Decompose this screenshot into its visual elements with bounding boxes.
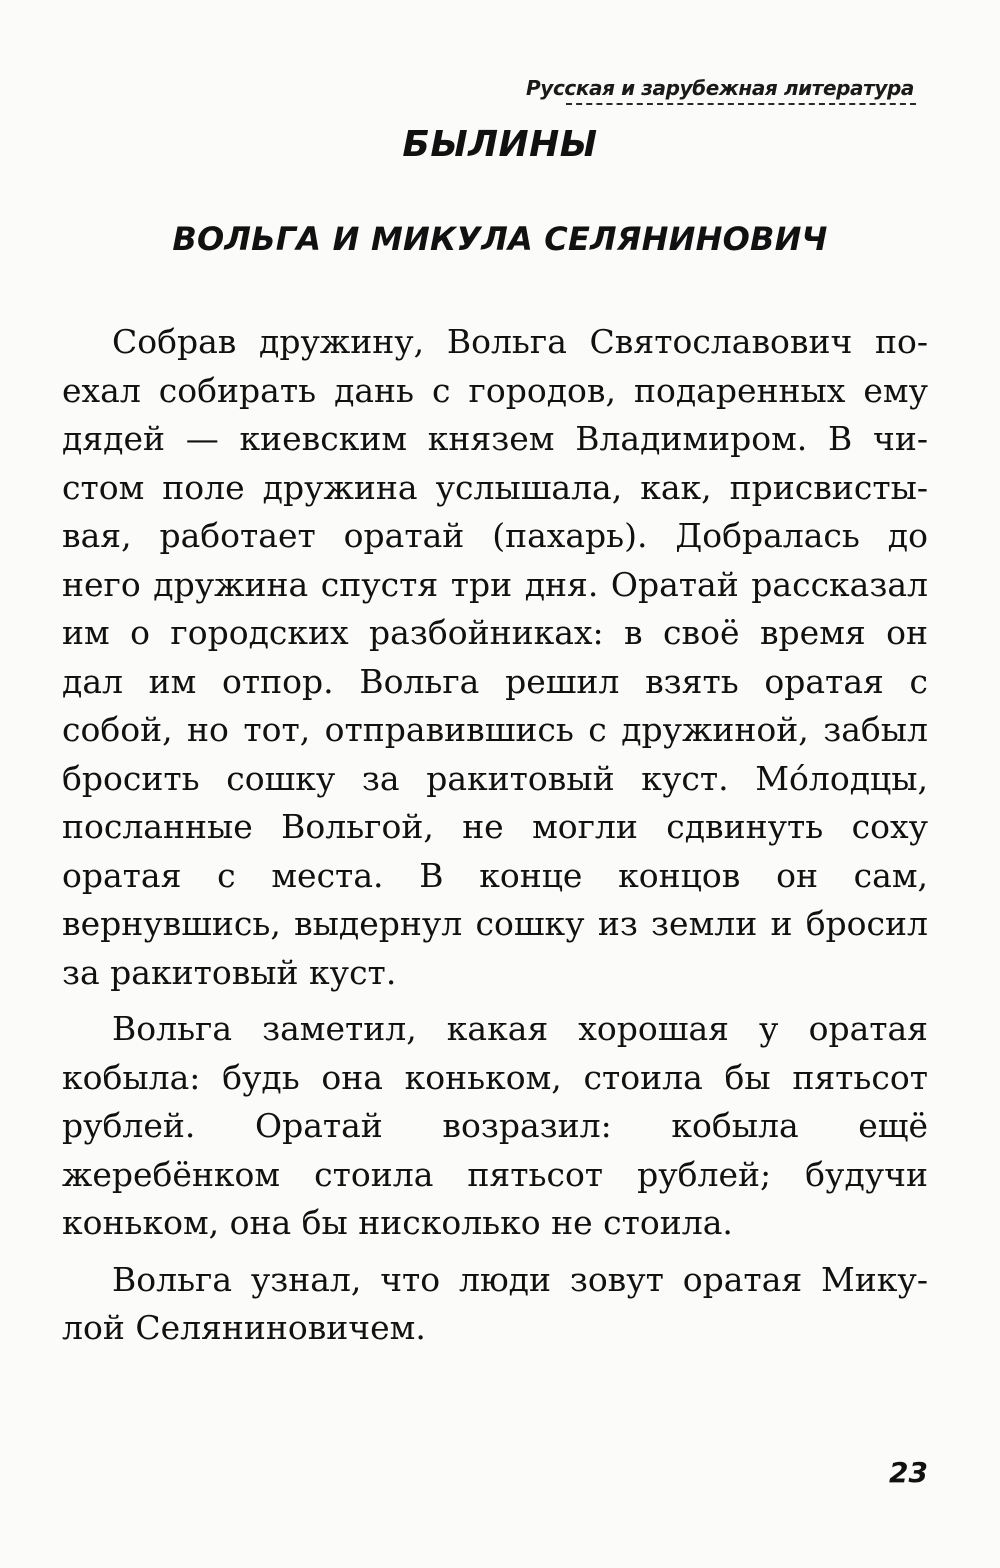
running-header: Русская и зарубежная литература [526,76,914,100]
running-header-rule [566,103,916,105]
paragraph: Собрав дружину, Вольга Святославович поехал собирать дань с городов, подаренных ему дядей — киевским князем Владимиром. В чистом поле дружина услышала, как, присвистывая, работает оратай (пахарь). Добралась до него дружина спустя три дня. Оратай рассказал им о городских разбойниках: в своё время он дал им отпор. Вольга решил взять оратая с собой, но тот, отправившись с дружиной, забыл бросить сошку за ракитовый куст. Мо́лодцы, посланные Вольгой, не могли сдвинуть соху оратая с места. В конце концов он сам, вернувшись, выдернул сошку из земли и бросил за ракитовый куст. [62,322,928,992]
story-body [62,318,928,1361]
story-title: ВОЛЬГА И МИКУЛА СЕЛЯНИНОВИЧ [172,220,828,258]
section-title: БЫЛИНЫ [402,124,598,165]
paragraph: Вольга заметил, какая хорошая у оратая кобыла: будь она коньком, стоила бы пятьсот рублей. Оратай возразил: кобыла ещё жеребёнком стоила пятьсот рублей; будучи коньком, она бы нисколько не стоила. [62,1009,928,1242]
paragraph: Вольга узнал, что люди зовут оратая Микулой Селяниновичем. [62,1259,928,1347]
page-number: 23 [889,1456,928,1489]
